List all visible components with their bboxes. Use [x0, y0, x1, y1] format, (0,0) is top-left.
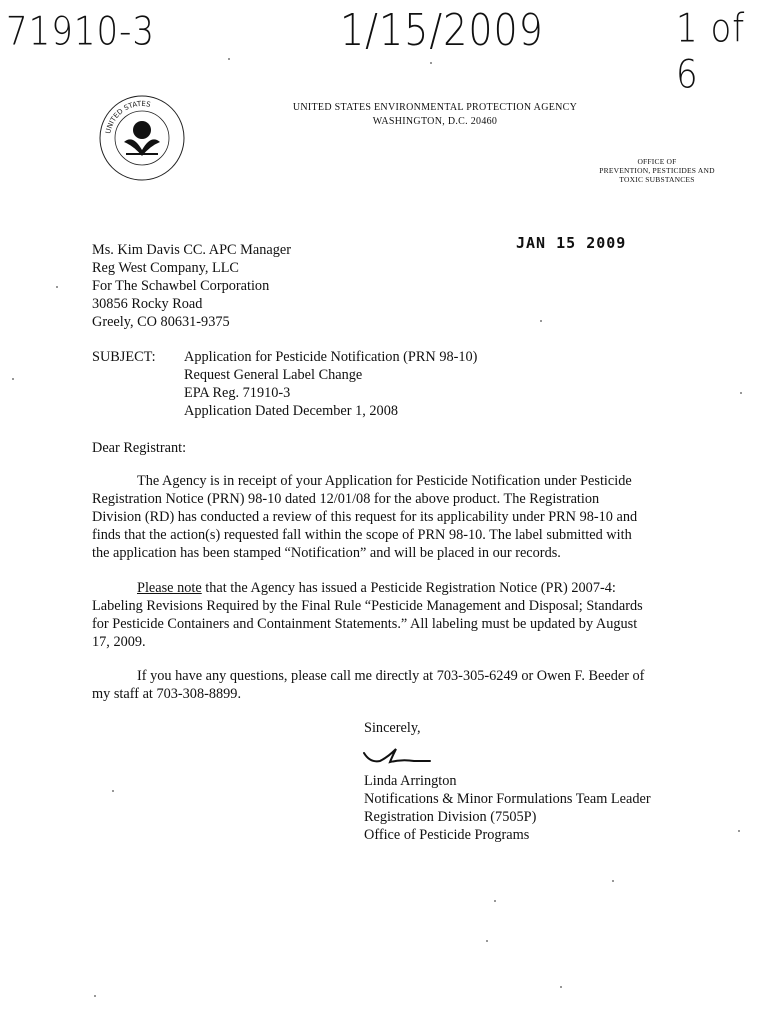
scan-speck: [112, 790, 114, 792]
subject-line: Request General Label Change: [184, 367, 363, 383]
scan-speck: [494, 900, 496, 902]
subject-line: Application for Pesticide Notification (PRN 98-10): [184, 349, 478, 365]
paragraph-2-line: Labeling Revisions Required by the Final Rule “Pesticide Management and Disposal; Standards: [92, 598, 643, 614]
handwritten-reg-number: 71910-3: [6, 9, 156, 55]
paragraph-1-line: finds that the action(s) requested fall within the scope of PRN 98-10. The label submitted with: [92, 527, 632, 543]
paragraph-2-line: for Pesticide Containers and Containment Statements.” All labeling must be updated by August: [92, 616, 638, 632]
please-note: Please note: [137, 580, 202, 596]
signature-mark: [362, 745, 432, 767]
subject-line: Application Dated December 1, 2008: [184, 403, 398, 419]
paragraph-2-line: 17, 2009.: [92, 634, 146, 650]
scan-speck: [738, 830, 740, 832]
recipient-street: 30856 Rocky Road: [92, 296, 203, 312]
date-stamp: JAN 15 2009: [516, 234, 627, 252]
scan-speck: [12, 378, 14, 380]
salutation: Dear Registrant:: [92, 440, 187, 456]
subject-line: EPA Reg. 71910-3: [184, 385, 291, 401]
recipient-city: Greely, CO 80631-9375: [92, 314, 230, 330]
signer-office: Office of Pesticide Programs: [364, 827, 530, 843]
scan-speck: [540, 320, 542, 322]
recipient-on-behalf: For The Schawbel Corporation: [92, 278, 270, 294]
subject-label: SUBJECT:: [92, 349, 156, 365]
handwritten-date: 1/15/2009: [340, 4, 544, 56]
office-line-2: PREVENTION, PESTICIDES AND: [599, 166, 715, 175]
office-line-1: OFFICE OF: [637, 157, 677, 166]
paragraph-1-line: the application has been stamped “Notification” and will be placed in our records.: [92, 545, 561, 561]
scan-speck: [612, 880, 614, 882]
scan-speck: [56, 286, 58, 288]
scan-speck: [94, 995, 96, 997]
epa-seal-logo: [98, 94, 186, 182]
scan-speck: [560, 986, 562, 988]
paragraph-1-line: Division (RD) has conducted a review of this request for its applicability under PRN 98-10 and: [92, 509, 638, 525]
agency-name: UNITED STATES ENVIRONMENTAL PROTECTION AGENCY: [292, 102, 578, 113]
signer-name: Linda Arrington: [364, 773, 457, 789]
closing: Sincerely,: [364, 720, 421, 736]
paragraph-1-line: Registration Notice (PRN) 98-10 dated 12/01/08 for the above product. The Registration: [92, 491, 600, 507]
paragraph-3-line: my staff at 703-308-8899.: [92, 686, 242, 702]
scan-speck: [430, 62, 432, 64]
paragraph-2-line-1-rest: that the Agency has issued a Pesticide Registration Notice (PR) 2007-4:: [201, 580, 616, 596]
paragraph-1-line: The Agency is in receipt of your Application for Pesticide Notification under Pesticide: [137, 473, 632, 489]
paragraph-2-line: [137, 580, 616, 597]
paragraph-3-line: If you have any questions, please call me directly at 703-305-6249 or Owen F. Beeder of: [137, 668, 645, 684]
recipient-name: Ms. Kim Davis CC. APC Manager: [92, 242, 291, 258]
office-line-3: TOXIC SUBSTANCES: [619, 175, 695, 184]
signer-division: Registration Division (7505P): [364, 809, 537, 825]
scan-speck: [486, 940, 488, 942]
handwritten-page-count: 1 of 6: [676, 6, 746, 98]
agency-city: WASHINGTON, D.C. 20460: [372, 116, 498, 127]
recipient-company: Reg West Company, LLC: [92, 260, 239, 276]
svg-text:UNITED STATES: UNITED STATES: [104, 99, 152, 135]
scan-speck: [228, 58, 230, 60]
signer-title: Notifications & Minor Formulations Team Leader: [364, 791, 651, 807]
scan-speck: [740, 392, 742, 394]
